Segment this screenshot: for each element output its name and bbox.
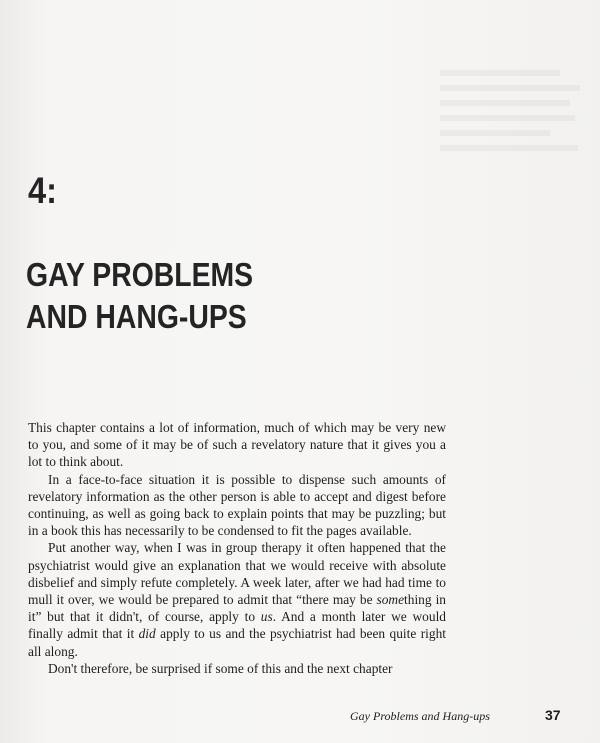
- emphasis-text: us: [260, 609, 273, 625]
- paragraph-text: Put another way, when I was in group therapy it often happened that the psychiatrist would give an explanation that we would receive with absolute disbelief and simply refute completely. A week later, after we had had time to mull it over, we would be prepared to admit that “there may be: [28, 540, 446, 608]
- chapter-title-line-1: GAY PROBLEMS: [26, 256, 254, 293]
- running-footer-title: Gay Problems and Hang-ups: [350, 709, 490, 723]
- chapter-title: [26, 254, 253, 338]
- chapter-title-line-2: AND HANG-UPS: [26, 298, 247, 335]
- paragraph-text: . And a month later we would finally admit that it: [28, 609, 446, 642]
- paragraph-text: Don't therefore, be surprised if some of this and the next chapter: [48, 660, 393, 676]
- chapter-number: 4:: [28, 170, 57, 211]
- paragraph-text: thing in it” but that it didn't, of course, apply to: [28, 592, 446, 625]
- paragraph-1: [28, 419, 446, 471]
- paragraph-3: [28, 539, 446, 659]
- paragraph-4: [28, 660, 446, 677]
- bleed-through-shadow: [440, 70, 590, 220]
- paragraph-text: apply to us and the psychiatrist had been quite right all along.: [28, 626, 446, 659]
- body-text: [28, 419, 446, 677]
- paragraph-2: [28, 471, 446, 540]
- emphasis-text: did: [138, 626, 156, 642]
- paragraph-text: In a face-to-face situation it is possible to dispense such amounts of revelatory information as the other person is able to accept and digest before continuing, as well as going back to explain points that may be puzzling; but in a book this has necessarily to be condensed to fit the pages available.: [28, 471, 446, 539]
- page-number: 37: [545, 707, 561, 723]
- paragraph-text: This chapter contains a lot of information, much of which may be very new to you, and some of it may be of such a revelatory nature that it gives you a lot to think about.: [28, 420, 446, 470]
- emphasis-text: some: [376, 592, 405, 608]
